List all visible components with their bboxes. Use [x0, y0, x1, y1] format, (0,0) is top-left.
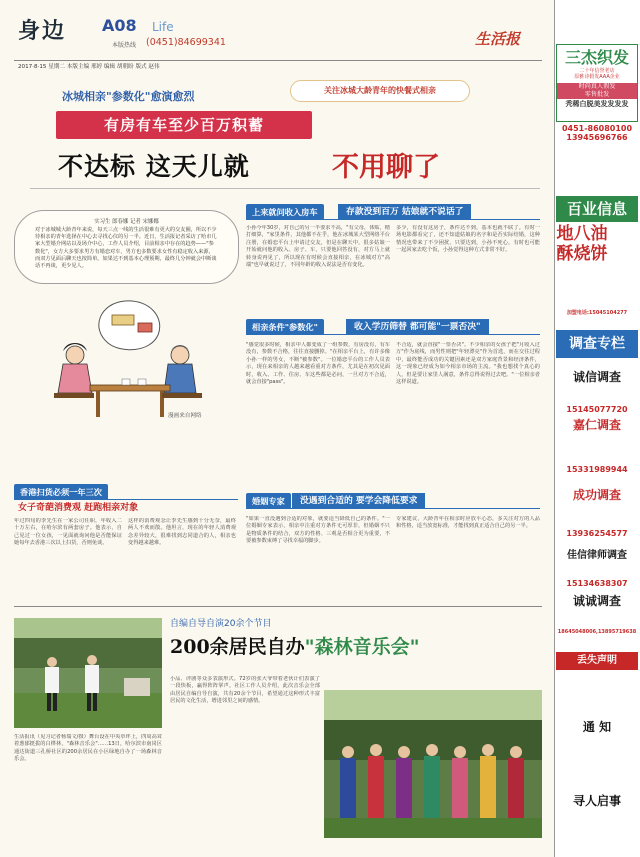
section-header-income — [246, 204, 540, 220]
section-label: 上来就问收入房车 — [246, 204, 324, 220]
concert-photo-performers — [324, 690, 542, 838]
ad-title: 成功调查 — [572, 488, 621, 502]
header-rule — [14, 60, 542, 61]
ad-phone: 0451-86080100 — [561, 124, 633, 133]
story-headline-black: 200余居民自办 — [170, 636, 305, 658]
ad-wigs-phones — [556, 124, 638, 152]
section-subtitle: Life — [152, 20, 174, 34]
section-header-hongkong — [14, 484, 238, 500]
section-title: 存款没到百万 姑娘就不说话了 — [338, 204, 471, 220]
article-column: 年过四旬的李先生在一家公司任职，年收入二十万左右，在哈尔滨有两套房子。他表示，自己见过一位女孩，一见面就询问他是否能保证她每年去香港三次以上扫货，否则免谈。 — [14, 518, 122, 547]
ad-title: 丢失声明 — [577, 655, 617, 666]
ad-section-business — [556, 196, 638, 222]
section-header-parameters — [246, 319, 540, 335]
section-rule — [246, 508, 540, 509]
ad-investigation-4 — [556, 546, 638, 588]
story-column: 小品、评剧等众多表演形式。72岁的张大爷带着老伙计们表演了一段快板，赢得阵阵掌声。社区工作人员介绍，此次音乐会全部由居民自编自导自演，共有20余个节目，希望通过这种形式丰富居民的文化生活，增进邻里之间的感情。 — [170, 676, 320, 705]
ad-title: 寻人启事 — [572, 794, 621, 808]
ad-phone: 15331989944 — [566, 465, 628, 474]
ad-title: 调查专栏 — [569, 336, 625, 352]
section-title: 女子奇葩消费观 赶跑相亲对象 — [18, 503, 139, 513]
page-section-title: 身边 — [18, 18, 67, 44]
headline-rule — [30, 188, 540, 189]
article-column: "如果一直没遇到合适的对象，就要适当降低自己的条件。"一位婚姻专家表示，相亲中注重对方条件无可厚非，但婚姻不只是物质条件的结合，双方的性格、三观是否相合更为重要，不要被参数束缚了寻找幸福的脚步。 — [246, 516, 390, 545]
lead-bubble — [14, 210, 239, 284]
ad-investigation-3 — [556, 486, 638, 544]
ad-phone: 加盟电话:15045104277 — [566, 310, 628, 316]
ad-phone: 15145077720 — [566, 405, 628, 414]
section-label: 香港扫货必须一年三次 — [14, 484, 108, 500]
ad-investigation-5 — [556, 592, 638, 638]
masthead — [0, 0, 548, 62]
section-rule — [246, 219, 540, 220]
article-column: 小孙今年30岁，对自己的另一半要求不高，"有父母，体贴，精打细算，"家里条件，其他都不在乎，他在冰城某大型网络平台注册，在婚恋平台上申请过交友，但是在聊天中，很多姑娘一开始就问他的收入、房子、车，只要他回答没有，对方马上就转身说再见了，所以现在有时候会直接相亲，在冰城对方"高端"也早就说过了，不同年龄的收入说法是否有变化。 — [246, 225, 390, 269]
ad-section-investigation — [556, 330, 638, 358]
ad-title: 通 知 — [582, 720, 612, 734]
ad-title: 嘉仁调查 — [572, 418, 621, 432]
ad-investigation-2 — [556, 416, 638, 478]
section-title: 没遇到合适的 要学会降低要求 — [292, 493, 425, 509]
story-headline — [170, 632, 419, 659]
ad-investigation-1 — [556, 368, 638, 414]
cartoon-illustration — [30, 293, 230, 423]
cartoon-caption: 漫画来自网络 — [168, 413, 202, 419]
story-divider — [14, 606, 542, 607]
ad-title: 三杰织发 — [564, 48, 629, 67]
article-column: 多少，有没有这房子，条件达不到，基本也就不联了。有时一场电影都看完了，还不知道姑娘的名字和是否实际结婚，这种情况也带来了不少困扰，只要达到，小孙不死心，有时也可能一起回家去吃个饭，小孙觉得这种方式非常不好。 — [396, 225, 540, 254]
feature-headline: 不达标 这天儿就 — [58, 152, 250, 181]
ad-title: 百业信息 — [566, 200, 627, 218]
feature-subhead: 有房有车至少百万积蓄 — [56, 111, 312, 139]
feature-headline-red: 不用聊了 — [332, 152, 440, 183]
ad-body: 秃稀白脱美发发发发 — [565, 99, 629, 108]
page-number: A08 — [102, 16, 137, 35]
concert-photo-musicians — [14, 618, 162, 728]
ad-wigs — [556, 44, 638, 122]
ad-phone: 13936254577 — [566, 529, 628, 538]
ad-title: 地八油酥烧饼 — [556, 224, 608, 264]
hotline-number: (0451)84699341 — [146, 37, 226, 48]
feature-tag — [290, 80, 470, 102]
ad-title: 佳信律师调查 — [567, 550, 627, 561]
section-rule — [246, 334, 540, 335]
section-title: 收入学历筛替 都可能"一票否决" — [346, 319, 489, 335]
ad-subtitle: 二十年信誉老店 原雅诗假发AAA企业 — [574, 68, 620, 81]
article-column: 这样的消费观念让李先生感到十分无奈，最终两人不欢而散。他坦言，现在的年轻人消费观念差异较大，很难找到志同道合的人，相亲也变得越来越难。 — [128, 518, 236, 547]
story-column: 生活报讯（见习记者杨瑞文/摄）舞台设在中央草坪上，四周高耸着葱郁挺拔的白桦林，"森林音乐会"……13日，哈尔滨市南岗区通达街道三孔桥社区的200余居民在小区绿地自办了一场森林音乐会。 — [14, 734, 162, 763]
ad-phone: 18645048006,13895719638 — [557, 629, 637, 635]
story-headline-green: "森林音乐会" — [304, 636, 420, 658]
byline: 实习生 郎春娜 记者 宋娜娜 — [94, 219, 159, 225]
ad-phone: 13945696766 — [566, 133, 628, 142]
ad-notice — [556, 718, 638, 736]
newspaper-logo: 生活报 — [475, 30, 521, 48]
article-column: 专家建议，大龄青年在相亲时应放平心态，多关注对方的人品和性格，适当放宽标准，才能找到真正适合自己的另一半。 — [396, 516, 540, 530]
feature-tag-text: 关注冰城大龄青年的快餐式相亲 — [324, 86, 436, 95]
ad-missing-person — [556, 792, 638, 810]
feature-kicker: 冰城相亲"参数化"愈演愈烈 — [62, 90, 195, 103]
article-column: 不合适，就会直接"一票否决"。不少相亲的女孩子把"月收入过万"作为底线，而男性则把"年轻漂亮"作为首选，而在交往过程中，最终能否成功的关键因素还是双方家庭背景和经济条件，这一现象已经成为如今相亲市场的主流。"我也想找个真心的人，但是要让家里人满意，条件总得说得过去吧。"一位相亲者这样说道。 — [396, 342, 540, 386]
ad-lost-statement — [556, 652, 638, 670]
date-line: 2017·8·15 星期二 本版主编 邢婷 编辑 胡朝盼 版式 赵伟 — [18, 64, 160, 70]
story-kicker: 自编自导自演20余个节目 — [170, 619, 272, 629]
ad-slogan: 时尚真人假发 零售批发 — [557, 83, 637, 99]
hotline-label: 本版热线 — [112, 42, 137, 49]
section-label: 婚姻专家 — [246, 493, 291, 509]
ad-title: 诚诚调查 — [572, 594, 621, 608]
section-header-expert — [246, 493, 540, 509]
ad-title: 诚信调查 — [572, 370, 621, 384]
article-column: "感觉很多时候，相亲中人都变成了一组参数，有房没有，有车没有，参数不合格，往往直接删掉。"在相亲平台上，有许多像小孙一样的男女，不断"被参数"。一位婚恋平台的工作人员表示，现在来相亲的人越来越看重对方条件，尤其是在初次见面时，收入、工作、住房、车这些都是必问，一旦对方不合适，就会直接"pass"。 — [246, 342, 390, 386]
lead-paragraph: 对于冰城城大龄青年来说，每天三点一线的生活很难有更大的交友圈，所以不少待相亲的青年选择在中心去寻找心仪的另一半。近日，生活报记者采访了哈市几家大型婚介网站以及场介中心，工作人员介绍，目前相亲中存在的趋势——"参数化"，女方大多要求男方有婚恋对车，男方也多数要求女性有稳定收入来源，而双方见面后聊天也按简单。如果达不到基本心理预期，最终几分钟就会中断谈话不再谈，更少见人。 — [35, 227, 217, 270]
ad-sesame-cake — [556, 224, 638, 324]
section-label: 相亲条件"参数化" — [246, 319, 324, 335]
ad-phone: 15134638307 — [566, 579, 628, 588]
